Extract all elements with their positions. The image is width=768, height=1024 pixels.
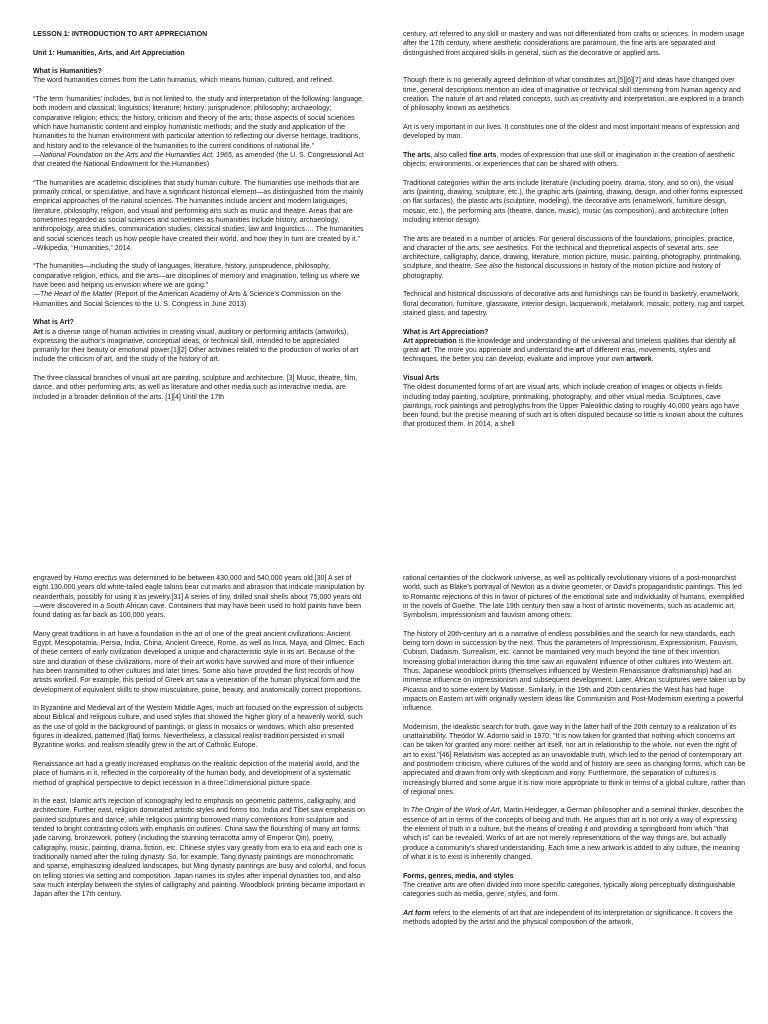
- paragraph: Traditional categories within the arts include literature (including poetry, drama, story, and so on), the visual arts (painting, drawing, sculpture, etc.), the graphic arts (painting, drawing, design, and other forms expressed on flat surfaces), the plastic arts (sculpture, modeling), the decorative arts (enamelwork, furniture design, mosaic, etc.), the performing arts (theatre, dance, music), music (as composition), and architecture (often including interior design).: [403, 179, 743, 224]
- paragraph: Art is a diverse range of human activities in creating visual, auditory or performing artifacts (artworks), expressing the author's imaginative, conceptual ideas, or technical skill, intended to be appreciated primarily for their beauty or emotional power.[1][2] Other activities related to the production of works of art include the criticism of art, and the study of the history of art.: [33, 328, 359, 364]
- heading-forms-genres: Forms, genres, media, and styles: [403, 872, 514, 880]
- paragraph: century, art referred to any skill or mastery and was not differentiated from crafts or sciences. In modern usage after the 17th century, where aesthetic considerations are paramount, the fine arts are separated and distinguished from acquired skills in general, such as the decorative or applied arts.: [403, 31, 745, 57]
- heading-visual-arts: Visual Arts: [403, 374, 440, 382]
- paragraph: The arts, also called fine arts, modes of expression that use skill or imagination in the creation of aesthetic objects, environments, or experiences that can be shared with others.: [403, 151, 735, 169]
- paragraph: Art appreciation is the knowledge and understanding of the universal and timeless qualities that identify all great art. The more you appreciate and understand the art of different eras, movements, styles and techniques, the better you can develop, evaluate and improve your own artwork.: [403, 337, 736, 364]
- page-3: [0, 512, 384, 1024]
- paragraph: Renaissance art had a greatly increased emphasis on the realistic depiction of the material world, and the place of humans in it, reflected in the corporeality of the human body, and development of a systematic method of graphical perspective to depict recession in a three￾dimensional picture space.: [33, 760, 360, 787]
- paragraph: Art is very important in our lives. It constitutes one of the oldest and most important means of expression and developed by man.: [403, 123, 740, 141]
- paragraph: The word humanities comes from the Latin humanus, which means human, cultured, and refined.: [33, 77, 334, 85]
- paragraph: engraved by Homo erectus was determined to be between 430,000 and 540,000 years old.[30] A set of eight 130,000 years old white-tailed eagle talons bear cut marks and abrasion that indicate manipulation by neanderthals, possibly for using it as jewelry.[31] A series of tiny, drilled snail shells about 75,000 years old—were discovered in a South African cave. Containers that may have been used to hold paints have been found dating as far back as 100,000 years.: [33, 575, 365, 620]
- quote: “The humanities—including the study of languages, literature, history, jurisprudence, philosophy, comparative religion, ethics, and the arts—are disciplines of memory and imagination, telling us where we have been and helping us envision where we are going.” —The Heart of the Matter (Report of the American Academy of Arts & Science’s Commission on the Humanities and Social Sciences to the U. S. Congress in June 2013): [33, 263, 360, 308]
- heading-what-is-art: What is Art?: [33, 319, 74, 327]
- paragraph: The oldest documented forms of art are visual arts, which include creation of images or objects in fields including today painting, sculpture, printmaking, photography, and other visual media. Sculptures, cave paintings, rock paintings and petroglyphs from the Upper Paleolithic dating to roughly 40,000 years ago have been found, but the precise meaning of such art is often disputed because so little is known about the cultures that produced them. In 2014, a shell: [403, 384, 744, 429]
- paragraph: The three classical branches of visual art are painting, sculpture and architecture. [3] Music, theatre, film, dance, and other performing arts, as well as literature and other media such as interactive media, are included in a broader definition of the arts. [1][4] Until the 17th: [33, 374, 358, 401]
- paragraph: In the east, Islamic art's rejection of iconography led to emphasis on geometric patterns, calligraphy, and architecture. Further east, religion dominated artistic styles and forms too. India and Tibet saw emphasis on painted sculptures and dance, while religious painting borrowed many conventions from sculpture and tended to bright contrasting colors with emphasis on outlines. China saw the flourishing of many art forms: jade carving, bronzework, pottery (including the stunning terracotta army of Emperor Qin), poetry, calligraphy, music, painting, drama, fiction, etc. Chinese styles vary greatly from era to era and each one is traditionally named after the ruling dynasty. So, for example, Tang dynasty paintings are monochromatic and sparse, emphasizing idealized landscapes, but Ming dynasty paintings are busy and colorful, and focus on telling stories via setting and composition. Japan names its styles after imperial dynasties too, and also saw much interplay between the styles of calligraphy and painting. Woodblock printing became important in Japan after the 17th century.: [33, 798, 366, 899]
- page-2: [384, 0, 768, 512]
- paragraph: The arts are treated in a number of articles. For general discussions of the foundations, principles, practice, and character of the arts, see aesthetics. For the technical and theoretical aspects of several arts, see architecture, calligraphy, dance, drawing, literature, motion picture, music, painting, photography, printmaking, sculpture, and theatre. See also the historical discussions in history of the motion picture and history of photography.: [403, 235, 742, 280]
- paragraph: The history of 20th-century art is a narrative of endless possibilities and the search for new standards, each being torn down in succession by the next. Thus the parameters of Impressionism, Expressionism, Fauvism, Cubism, Dadaism, Surrealism, etc. cannot be maintained very much beyond the time of their invention. Increasing global interaction during this time saw an equivalent influence of other cultures into Western art. Thus, Japanese woodblock prints (themselves influenced by Western Renaissance draftsmanship) had an immense influence on impressionism and subsequent development. Later, African sculptures were taken up by Picasso and to some extent by Matisse. Similarly, in the 19th and 20th centuries the West has had huge impacts on Eastern art with originally western ideas like Communism and Post-Modernism exerting a powerful influence.: [403, 630, 746, 713]
- paragraph: Though there is no generally agreed definition of what constitutes art,[5][6][7] and ideas have changed over time, general descriptions mention an idea of imaginative or technical skill stemming from human agency and creation. The nature of art and related concepts, such as creativity and interpretation, are explored in a branch of philosophy known as aesthetics.: [403, 77, 744, 113]
- quote: “The humanities are academic disciplines that study human culture. The humanities use methods that are primarily critical, or speculative, and have a significant historical element—as distinguished from the mainly empirical approaches of the natural sciences. The humanities include ancient and modern languages, literature, philosophy, religion, and visual and performing arts such as music and theatre. Areas that are sometimes regarded as social sciences and sometimes as humanities include history, archaeology, anthropology, area studies, communication studies, classical studies, law and linguistics…. The humanities and social sciences teach us how people have created their world, and how they in turn are created by it.” –Wikipedia, “Humanities,” 2014.: [33, 179, 364, 252]
- paragraph: The creative arts are often divided into more specific categories, typically along perceptually distinguishable categories such as media, genre, styles, and form.: [403, 881, 736, 899]
- quote: “The term ‘humanities’ includes, but is not limited to, the study and interpretation of the following: language, both modern and classical; linguistics; literature; history; jurisprudence; philosophy; archaeology; comparative religion; ethics; the history, criticism and theory of the arts; those aspects of social sciences which have humanistic content and employ humanistic methods; and the study and application of the humanities to the human environment with particular attention to reflecting our diverse heritage, traditions, and history and to the relevance of the humanities to the current conditions of national life.” —National Foundation on the Arts and the Humanities Act, 1965, as amended (the U. S. Congressional Act that created the National Endowment for the Humanities): [33, 96, 365, 169]
- paragraph: Technical and historical discussions of decorative arts and furnishings can be found in basketry, enamelwork, floral decoration, furniture, glassware, interior design, lacquerwork, metalwork, mosaic, pottery, rug and carpet, stained glass, and tapestry.: [403, 291, 745, 317]
- page-4: [384, 512, 768, 1024]
- paragraph: Art form refers to the elements of art that are independent of its interpretation or significance. It covers the methods adopted by the artist and the physical composition of the artwork,: [403, 909, 733, 926]
- paragraph: In The Origin of the Work of Art, Martin Heidegger, a German philosopher and a seminal thinker, describes the essence of art in terms of the concepts of being and truth. He argues that art is not only a way of expressing the element of truth in a culture, but the means of creating it and providing a springboard from which "that which is" can be revealed. Works of art are not merely representations of the way things are, but actually produce a community's shared understanding. Each time a new artwork is added to any culture, the meaning of what it is to exist is inherently changed.: [403, 807, 744, 861]
- paragraph: rational certainties of the clockwork universe, as well as politically revolutionary visions of a post-monarchist world, such as Blake's portrayal of Newton as a divine geometer, or David's propagandistic paintings. This led to Romantic rejections of this in favor of pictures of the emotional side and individuality of humans, exemplified in the novels of Goethe. The late 19th century then saw a host of artistic movements, such as academic art, Symbolism, impressionism and fauvism among others.: [403, 575, 745, 620]
- paragraph: In Byzantine and Medieval art of the Western Middle Ages, much art focused on the expression of subjects about Biblical and religious culture, and used styles that showed the higher glory of a heavenly world, such as the use of gold in the background of paintings, or glass in mosaics or windows, which also presented figures in idealized, patterned (flat) forms. Nevertheless, a classical realist tradition persisted in small Byzantine works, and realism steadily grew in the art of Catholic Europe.: [33, 705, 363, 750]
- paragraph: Many great traditions in art have a foundation in the art of one of the great ancient civilizations: Ancient Egypt, Mesopotamia, Persia, India, China, Ancient Greece, Rome, as well as Inca, Maya, and Olmec. Each of these centers of early civilization developed a unique and characteristic style in its art. Because of the size and duration of these civilizations, more of their art works have survived and more of their influence has been transmitted to other cultures and later times. Some also have provided the first records of how artists worked. For example, this period of Greek art saw a veneration of the human physical form and the development of equivalent skills to show musculature, poise, beauty, and anatomically correct proportions.: [33, 630, 365, 694]
- heading-what-is-art-appreciation: What is Art Appreciation?: [403, 328, 489, 336]
- heading-what-is-humanities: What is Humanities?: [33, 68, 102, 76]
- page-1: [0, 0, 384, 512]
- lesson-title: LESSON 1: INTRODUCTION TO ART APPRECIATION: [33, 31, 208, 38]
- paragraph: Modernism, the idealistic search for truth, gave way in the latter half of the 20th century to a realization of its unattainability. Theodor W. Adorno said in 1970, "It is now taken for granted that nothing which concerns art can be taken for granted any more: neither art itself, nor art in relationship to the whole, nor even the right of art to exist."[46] Relativism was accepted as an unavoidable truth, which led to the period of contemporary art and postmodern criticism, where cultures of the world and of history are seen as changing forms, which can be appreciated and drawn from only with skepticism and irony. Furthermore, the separation of cultures is increasingly blurred and some argue it is now more appropriate to think in terms of a global culture, rather than of regional ones.: [403, 723, 746, 796]
- unit-title: Unit 1: Humanities, Arts, and Art Appreciation: [33, 49, 185, 57]
